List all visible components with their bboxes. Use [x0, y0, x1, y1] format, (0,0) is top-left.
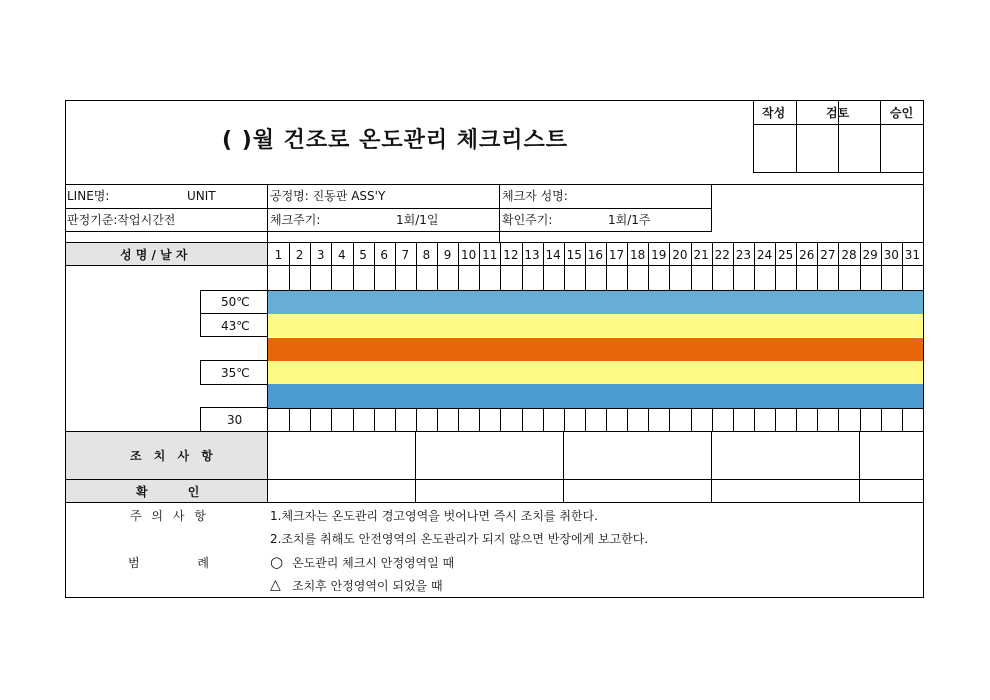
day-number: 29 — [862, 248, 878, 262]
day-column-line — [648, 408, 649, 432]
day-column-line — [310, 408, 311, 432]
day-number: 16 — [587, 248, 604, 262]
day-column-line — [374, 408, 375, 432]
day-column-line — [479, 408, 480, 432]
approval-header-approve: 승인 — [890, 106, 914, 120]
note-item-2: 2.조치를 취해도 안전영역의 온도관리가 되지 않으면 반장에게 보고한다. — [270, 532, 649, 546]
day-number: 7 — [401, 248, 410, 262]
day-column-line — [881, 408, 882, 432]
day-number: 10 — [461, 248, 477, 262]
day-number: 9 — [443, 248, 452, 262]
temp-label-35: 35℃ — [221, 366, 250, 380]
action-col-line — [415, 431, 416, 503]
note-item-1: 1.체크자는 온도관리 경고영역을 벗어나면 즉시 조치를 취한다. — [270, 509, 598, 523]
day-column-line — [817, 408, 818, 432]
temp-band-43 — [268, 314, 923, 337]
day-number: 22 — [714, 248, 730, 262]
check-cycle-value: 1회/1일 — [396, 213, 439, 227]
day-number: 30 — [883, 248, 899, 262]
temp-band-low — [268, 384, 923, 408]
unit-label: UNIT — [187, 189, 216, 203]
day-column-line — [712, 408, 713, 432]
day-number: 2 — [295, 248, 304, 262]
day-number: 18 — [630, 248, 646, 262]
day-number: 19 — [651, 248, 667, 262]
day-number: 5 — [359, 248, 367, 262]
grid-line — [65, 479, 924, 480]
day-column-line — [754, 408, 755, 432]
day-column-line — [796, 408, 797, 432]
day-number: 21 — [693, 248, 709, 262]
temp-band-warning — [268, 338, 923, 361]
day-column-line — [353, 408, 354, 432]
temp-label-30: 30 — [227, 413, 243, 427]
day-number: 3 — [316, 248, 325, 262]
day-column-line — [416, 408, 417, 432]
process-name-label: 공정명: 진동판 ASS'Y — [270, 189, 386, 203]
confirm-cycle-value: 1회/1주 — [608, 213, 651, 227]
day-number: 12 — [503, 248, 519, 262]
day-column-line — [585, 408, 586, 432]
day-number: 6 — [380, 248, 388, 262]
day-number: 31 — [904, 248, 920, 262]
temp-band-35 — [268, 361, 923, 384]
action-label: 조 치 사 항 — [130, 449, 213, 463]
day-column-line — [606, 408, 607, 432]
day-number: 11 — [482, 248, 498, 262]
legend-label: 범 례 — [128, 556, 209, 570]
approval-header-review: 검토 — [826, 106, 850, 120]
day-number: 15 — [566, 248, 582, 262]
day-number: 26 — [799, 248, 815, 262]
day-column-line — [564, 408, 565, 432]
day-number: 14 — [545, 248, 561, 262]
temp-label-43: 43℃ — [221, 319, 250, 333]
day-number: 8 — [422, 248, 431, 262]
day-number: 23 — [735, 248, 751, 262]
day-column-line — [331, 408, 332, 432]
page-title: ( )월 건조로 온도관리 체크리스트 — [222, 128, 569, 153]
action-col-line — [859, 431, 860, 503]
day-column-line — [543, 408, 544, 432]
confirm-cycle-label: 확인주기: — [502, 213, 553, 227]
day-number: 25 — [777, 248, 794, 262]
notes-label: 주 의 사 항 — [130, 509, 206, 523]
day-column-line — [902, 408, 903, 432]
checker-name-label: 체크자 성명: — [502, 189, 568, 203]
grid-line — [65, 502, 924, 503]
info-col-line — [499, 184, 500, 242]
info-mid-border — [65, 208, 712, 209]
day-number: 13 — [524, 248, 540, 262]
day-column-line — [733, 408, 734, 432]
temp-label-50: 50℃ — [221, 295, 250, 309]
circle-icon: ○ — [270, 553, 284, 571]
info-col-line — [267, 184, 268, 242]
info-right-border — [711, 184, 712, 232]
approval-header-author: 작성 — [762, 106, 786, 120]
action-col-line — [711, 431, 712, 503]
approval-col-line — [796, 100, 797, 173]
action-col-line — [563, 431, 564, 503]
check-cycle-label: 체크주기: — [270, 213, 321, 227]
triangle-icon: △ — [270, 577, 281, 593]
day-number: 27 — [820, 248, 836, 262]
name-date-header: 성 명 / 날 자 — [120, 248, 188, 262]
day-column-line — [860, 408, 861, 432]
legend-item-2: 조치후 안정영역이 되었을 때 — [292, 579, 443, 593]
grid-line — [268, 408, 924, 409]
criteria-label: 판정기준:작업시간전 — [67, 213, 176, 227]
confirm-label: 확 인 — [136, 485, 200, 499]
day-number: 17 — [608, 248, 625, 262]
day-column-line — [775, 408, 776, 432]
day-column-line — [669, 408, 670, 432]
day-column-line — [627, 408, 628, 432]
day-number: 4 — [338, 248, 346, 262]
grid-line — [268, 290, 924, 291]
info-top-border — [65, 184, 924, 185]
day-number: 28 — [841, 248, 857, 262]
info-bottom-border — [65, 231, 712, 232]
approval-col-line — [880, 100, 881, 173]
grid-left-separator — [267, 242, 268, 503]
line-name-label: LINE명: — [67, 189, 110, 203]
day-column-line — [838, 408, 839, 432]
day-column-line — [458, 408, 459, 432]
day-number: 1 — [274, 248, 283, 262]
day-column-line — [522, 408, 523, 432]
day-number: 24 — [756, 248, 773, 262]
legend-item-1: 온도관리 체크시 안정영역일 때 — [292, 556, 455, 570]
day-column-line — [289, 408, 290, 432]
day-number: 20 — [672, 248, 688, 262]
day-column-line — [395, 408, 396, 432]
day-column-line — [437, 408, 438, 432]
day-column-line — [691, 408, 692, 432]
temp-band-50 — [268, 291, 923, 314]
day-column-line — [500, 408, 501, 432]
